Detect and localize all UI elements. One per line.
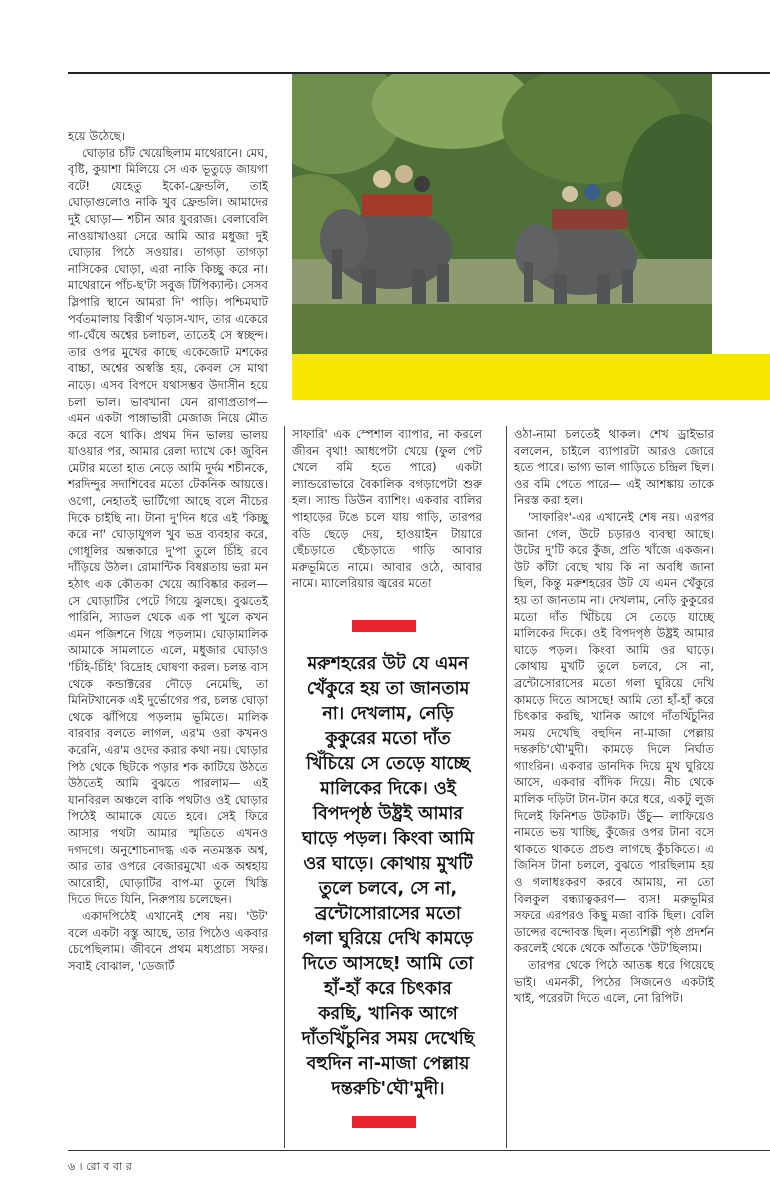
paragraph: সাফারি' এক স্পেশাল ব্যাপার, না করলে জীবন বৃথা! আধপেটা খেয়ে (ফুল পেট খেলে বমি হতে পারে) একটা ল্যান্ডরোভারে বৈকালিক বগড়াপেটা শুরু হল। স্যান্ড ডিউন ব্যাশিং। একবার বালির পাহাড়ের টঙে চলে যায় গাড়ি, তারপর বডি ছেড়ে দেয়, হাওয়াইন টায়ারে ছেঁচড়াতে ছেঁচড়াতে গাড়ি আবার মরুভূমিতে নামে। আবার ওঠে, আবার নামে। ম্যালেরিয়ার জ্বরের মতো bbox=[292, 427, 482, 591]
paragraph: ওঠা-নামা চলতেই থাকল। শেখ ড্রাইভার বললেন, চাইলে ব্যাপারটা আরও জোরে হতে পারে। ভাগ্য ভাল গাড়িতে চন্দ্রিল ছিল। ওর বমি পেতে পারে— এই আশঙ্কায় তাকে নিরস্ত করা হল। bbox=[514, 427, 714, 508]
column-divider bbox=[506, 426, 507, 1148]
red-accent-bar-bottom bbox=[352, 1116, 416, 1128]
pull-quote: মরুশহরের উট যে এমন খেঁকুরে হয় তা জানতাম না। দেখলাম, নেড়ি কুকুরের মতো দাঁত খিঁচিয়ে সে তেড়ে যাচ্ছে মালিকের দিকে। ওই বিপদপৃষ্ঠ উষ্ট্রই আমার ঘাড়ে পড়ল। কিংবা আমি ওর ঘাড়ে। কোথায় মুখটি তুলে চলবে, সে না, ব্রন্টোসোরাসের মতো গলা ঘুরিয়ে দেখি কামড়ে দিতে আসছে! আমি তো হাঁ-হাঁ করে চিৎকার করছি, খানিক আগে দাঁতখিঁচুনির সময় দেখেছি বহুদিন না-মাজা পেল্লায় দন্তরুচি'ঘৌ'মুদী। bbox=[301, 654, 475, 1099]
column-1 bbox=[68, 128, 268, 974]
column-3 bbox=[514, 426, 714, 1007]
bottom-rule bbox=[68, 1150, 770, 1151]
elephant-safari-photo bbox=[292, 74, 712, 356]
yellow-band bbox=[292, 354, 770, 400]
paragraph: 'সাফারিং'-এর এখানেই শেষ নয়। এরপর জানা গেল, উটে চড়ারও ব্যবস্থা আছে। উটের দু'টি করে কুঁজ, প্রতি খাঁজে একজন। উট কাঁটা বেছে খায় কি না অবধি জানা ছিল, কিন্তু মরুশহরের উট যে এমন খেঁকুরে হয় তা জানতাম না। দেখলাম, নেড়ি কুকুরের মতো দাঁত খিঁচিয়ে সে তেড়ে যাচ্ছে মালিকের দিকে। ওই বিপদপৃষ্ঠ উষ্ট্রই আমার ঘাড়ে পড়ল। কিংবা আমি ওর ঘাড়ে। কোথায় মুখটি তুলে চলবে, সে না, ব্রন্টোসোরাসের মতো গলা ঘুরিয়ে দেখি কামড়ে দিতে আসছে! আমি তো হাঁ-হাঁ করে চিৎকার করছি, খানিক আগে দাঁতখিঁচুনির সময় দেখেছি বহুদিন না-মাজা পেল্লায় দন্তরুচি'ঘৌ'মুদী। কামড়ে দিলে নির্ঘাত গ্যাংরিন। একবার ডানদিক দিয়ে মুখ ঘুরিয়ে আসে, একবার বাঁদিক দিয়ে। নীচ থেকে মালিক দড়িটা টান-টান করে ধরে, একটু লুজ দিলেই ফিনিশড উটকাট। উঁচু— লাফিয়েও নামতে ভয় খাচ্ছি, কুঁজের ওপর টানা বসে থাকতে থাকতে প্রচণ্ড লাগছে কুঁচকিতে। এ জিনিস টানা চললে, বুঝতে পারছিলাম হয় ও গলাধঃকরণ করবে আমায়, না তো বিলকুল বন্ধ্যাত্বকরণ— ব্যস! মরুভূমির সফরে এরপরও কিছু মজা বাকি ছিল। বেলি ডান্সের বন্দোবস্ত ছিল। নৃত্যশিল্পী পৃষ্ঠ প্রদর্শন করলেই থেকে থেকে আঁতকে 'উট'ছিলাম। bbox=[514, 509, 714, 956]
paragraph: ঘোড়ার চাঁট খেয়েছিলাম মাথেরানে। মেঘ, বৃষ্টি, কুয়াশা মিলিয়ে সে এক ভূতুড়ে জায়গা বটে! যেহেতু ইকো-ফ্রেন্ডলি, তাই ঘোড়াগুলোও নাকি খুব ফ্রেন্ডলি। আমাদের দুই ঘোড়া— শচীন আর যুবরাজ। বেলাবেলি নাওয়াখাওয়া সেরে আমি আর মধুজা দুই ঘোড়ার পিঠে সওয়ার। তাগড়া তাগড়া নাসিকের ঘোড়া, এরা নাকি কিচ্ছু করে না। মাথেরানে পাঁচ-ছ'টা সবুজ টিপিক্যাল্ট। সেসব স্লিপারি স্থানে আমরা দি' পাড়ি। পশ্চিমঘাট পর্বতমালায় বিস্তীর্ণ খড়াস-খাদ, তার একেরে গা-ঘেঁষে অশ্বের চলাচল, তাতেই সে স্বচ্ছন্দ। তার ওপর মুখের কাছে একেজোট মশকের বাচ্চা, অশ্বের অস্বস্তি হয়, কেবল সে মাথা নাড়ে। এসব বিপদে যথাসম্ভব উদাসীন হয়ে চলা ভাল। ভাবখানা যেন রাণাপ্রতাপ— এমন একটা পাঙ্গাভারী মেজাজ নিয়ে মৌত করে বসে থাকি। প্রথম দিন ভালয় ভালয় যাওয়ার পর, আমার রেলা দ্যাখে কে! জুবিন মেটার মতো হাত নেড়ে আমি দুর্দম শচীনকে, শরদিন্দুর সদাশিবের মতো টেকনিক আয়ত্তে। ওগো, নেহাতই ভার্টিগো আছে বলে নীচের দিকে চাইছি না। টানা দু'দিন ধরে এই 'কিচ্ছু করে না' ঘোড়াযুগল খুব ভদ্র ব্যবহার করে, গোধূলির অন্ধকারে দু'পা তুলে চিঁহি রবে দাঁড়িয়ে উঠল। রোমান্টিক বিষণ্ণতায় ভরা মন হঠাৎ এক কৌতকা খেয়ে আবিষ্কার করল— সে ঘোড়াটির পেটে গিয়ে ঝুলছে। বুঝতেই পারিনি, স্যাডল থেকে এক পা খুলে কখন এমন পজিশনে গিয়ে পড়লাম। ঘোড়ামালিক আমাকে সামলাতে এলে, মধুজার ঘোড়াও 'চিঁহি-চিঁহি' বিদ্রোহ ঘোষণা করল। চলন্ত বাস থেকে কন্ডাক্টরের দৌড়ে নেমেছি, তা মিনিটখানেক এই দুর্ভোগের পর, চলন্ত ঘোড়া থেকে ঝাঁপিয়ে পড়লাম ভূমিতে। মালিক বারবার বলতে লাগল, এর'ম ওরা কখনও করেনি, এর'ম ওদের করার কথা নয়। ঘোড়ার পিঠ থেকে ছিটকে পড়ার শক কাটিয়ে উঠতে উঠতেই আমি বুঝতে পারলাম— এই যানবিরল অঞ্চলে বাকি পথটাও ওই ঘোড়ার পিঠেই আমাকে যেতে হবে। সেই ফিরে আসার পথটা আমার স্মৃতিতে এখনও দগদগে। অনুশোচনাদগ্ধ এক নতমস্তক অশ্ব, আর তার ওপরে বেজারমুখো এক অশ্বহায় আরোহী, ঘোড়াটির বাপ-মা তুলে খিস্তি দিতে দিতে যিনি, নিরুপায় চলেছেন। bbox=[68, 145, 269, 907]
red-accent-bar-top bbox=[352, 620, 416, 632]
column-divider bbox=[284, 426, 285, 1148]
paragraph: হয়ে উঠেছে। bbox=[68, 129, 125, 143]
column-2 bbox=[292, 426, 482, 592]
paragraph: তারপর থেকে পিঠে আতঙ্ক ধরে গিয়েছে ভাই। এমনকী, পিঠের সিজনেও একটাই খাই, পরেরটা দিতে এলে, নো রিপিট। bbox=[514, 958, 714, 1006]
paragraph: একাদপিঠেই এখানেই শেষ নয়। 'উট' বলে একটা বস্তু আছে, তার পিঠেও একবার চেপেছিলাম। জীবনে প্রথম মধ্যপ্রাচ্য সফর। সবাই বোঝাল, 'ডেজার্ট bbox=[68, 908, 268, 973]
page-folio: ৬ । রো ব বা র bbox=[68, 1160, 132, 1173]
